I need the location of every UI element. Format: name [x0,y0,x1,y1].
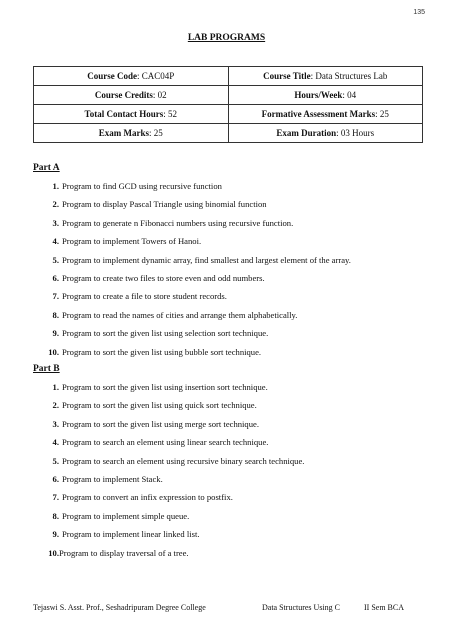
part-a-list [33,180,433,364]
list-item: 3. Program to sort the given list using merge sort technique. [52,418,259,429]
list-item: 9. Program to implement linear linked list. [52,529,200,540]
exam-marks-cell: Exam Marks: 25 [34,124,229,143]
list-item: 8. Program to implement simple queue. [52,510,190,521]
table-row [34,67,423,86]
contact-hours-cell: Total Contact Hours: 52 [34,105,229,124]
footer-semester: II Sem BCA [364,603,404,612]
list-item: 10.Program to display traversal of a tree. [48,547,189,558]
list-item: 4. Program to search an element using linear search technique. [52,437,269,448]
course-credits-cell: Course Credits: 02 [34,86,229,105]
footer-subject: Data Structures Using C [262,603,340,612]
list-item: 7. Program to create a file to store student records. [52,291,227,302]
course-title-cell: Course Title: Data Structures Lab [228,67,423,86]
exam-duration-cell: Exam Duration: 03 Hours [228,124,423,143]
list-item: 4. Program to implement Towers of Hanoi. [52,236,202,247]
table-row [34,105,423,124]
table-row [34,86,423,105]
list-item: 5. Program to implement dynamic array, find smallest and largest element of the array. [52,254,351,265]
formative-marks-cell: Formative Assessment Marks: 25 [228,105,423,124]
hours-week-cell: Hours/Week: 04 [228,86,423,105]
part-a-heading: Part A [33,163,60,173]
course-code-cell: Course Code: CAC04P [34,67,229,86]
table-row [34,124,423,143]
list-item: 10. Program to sort the given list using bubble sort technique. [48,346,262,357]
list-item: 9. Program to sort the given list using selection sort technique. [52,328,269,339]
part-b-heading: Part B [33,364,60,374]
part-b-list [33,381,433,565]
list-item: 2. Program to sort the given list using quick sort technique. [52,400,257,411]
course-info-table [33,66,423,143]
list-item: 6. Program to implement Stack. [52,473,163,484]
page-number: 135 [413,9,425,16]
list-item: 8. Program to read the names of cities and arrange them alphabetically. [52,309,298,320]
list-item: 2. Program to display Pascal Triangle using binomial function [52,199,267,210]
list-item: 1. Program to sort the given list using insertion sort technique. [52,382,268,392]
page-title: LAB PROGRAMS [187,33,266,43]
list-item: 3. Program to generate n Fibonacci numbers using recursive function. [52,217,294,228]
footer-author: Tejaswi S. Asst. Prof., Seshadripuram Degree College [33,603,206,612]
list-item: 6. Program to create two files to store even and odd numbers. [52,272,265,283]
list-item: 7. Program to convert an infix expression to postfix. [52,492,233,503]
list-item: 1. Program to find GCD using recursive function [52,181,222,191]
list-item: 5. Program to search an element using recursive binary search technique. [52,455,305,466]
